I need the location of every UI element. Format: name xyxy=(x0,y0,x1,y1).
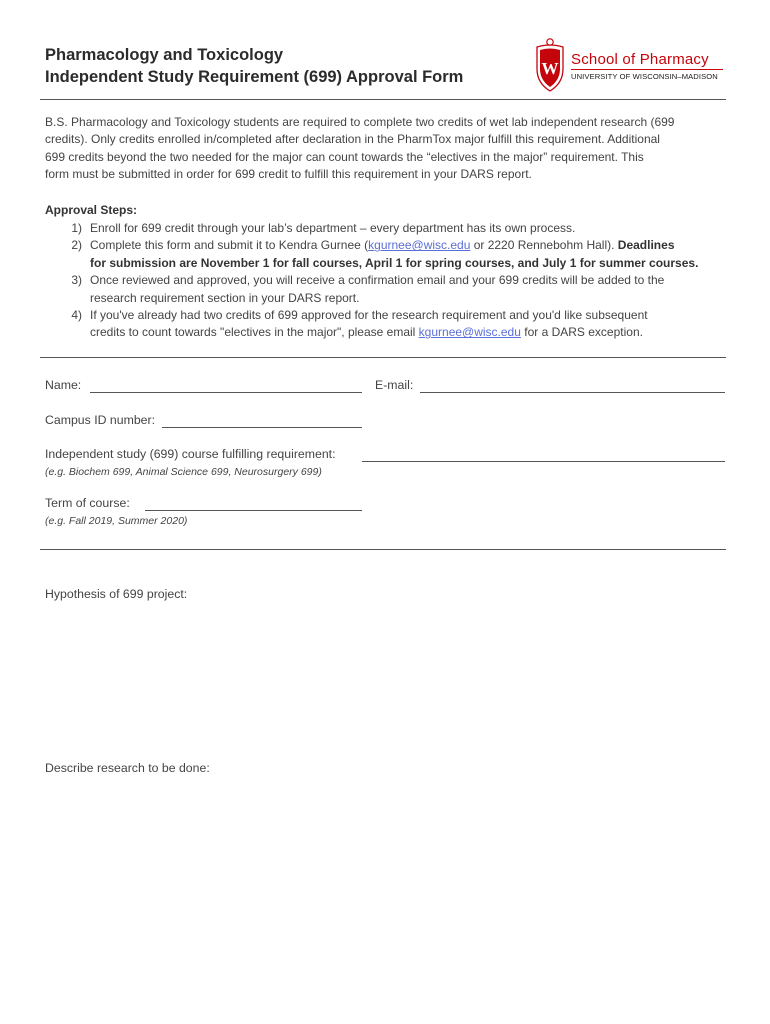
form-divider xyxy=(40,549,726,550)
step-number: 4) xyxy=(71,308,82,323)
approval-steps-list xyxy=(45,220,725,342)
email-label: E-mail: xyxy=(375,378,414,392)
uw-crest-icon xyxy=(533,37,567,95)
header-divider xyxy=(40,99,726,100)
step-1 xyxy=(45,220,725,237)
step-text: for a DARS exception. xyxy=(520,325,643,340)
page-title xyxy=(45,44,463,88)
step-2 xyxy=(45,237,725,272)
email-field[interactable] xyxy=(420,392,725,393)
step-text: Enroll for 699 credit through your lab’s department – every department has its own process. xyxy=(90,221,576,235)
logo-rule xyxy=(571,69,723,70)
deadline-text: for submission are November 1 for fall courses, April 1 for spring courses, and July 1 for summer courses. xyxy=(90,255,699,270)
describe-research-label: Describe research to be done: xyxy=(45,761,210,775)
approval-steps-heading: Approval Steps: xyxy=(45,203,138,217)
name-field[interactable] xyxy=(90,392,362,393)
hypothesis-label: Hypothesis of 699 project: xyxy=(45,587,188,601)
intro-line-4: form must be submitted in order for 699 credit to fulfill this requirement in your DARS report. xyxy=(45,167,532,182)
campus-id-field[interactable] xyxy=(162,427,362,428)
step-number: 3) xyxy=(71,273,82,288)
svg-text:W: W xyxy=(541,59,559,78)
deadline-text: Deadlines xyxy=(617,238,675,253)
step-text: or 2220 Rennebohm Hall). xyxy=(470,238,618,253)
intro-line-1: B.S. Pharmacology and Toxicology students are required to complete two credits of wet lab independent research (699 xyxy=(45,115,675,129)
logo-school-name: School of Pharmacy xyxy=(571,51,709,68)
term-hint: (e.g. Fall 2019, Summer 2020) xyxy=(45,515,188,527)
logo-university-name: UNIVERSITY OF WISCONSIN–MADISON xyxy=(571,72,718,81)
school-logo xyxy=(533,37,733,95)
step-text: Once reviewed and approved, you will receive a confirmation email and your 699 credits will be added to the xyxy=(90,273,665,288)
steps-divider xyxy=(40,357,726,358)
step-3 xyxy=(45,272,725,307)
title-line-1: Pharmacology and Toxicology xyxy=(45,46,284,64)
email-link[interactable]: kgurnee@wisc.edu xyxy=(368,238,471,253)
term-field[interactable] xyxy=(145,510,362,511)
term-label: Term of course: xyxy=(45,496,130,510)
title-line-2: Independent Study Requirement (699) Approval Form xyxy=(45,68,464,86)
campus-id-label: Campus ID number: xyxy=(45,413,156,427)
step-text: If you've already had two credits of 699 approved for the research requirement and you'd like subsequent xyxy=(90,308,648,323)
intro-paragraph xyxy=(45,114,725,184)
step-text: credits to count towards "electives in the major", please email xyxy=(90,325,419,340)
course-hint: (e.g. Biochem 699, Animal Science 699, Neurosurgery 699) xyxy=(45,466,322,478)
step-text: Complete this form and submit it to Kendra Gurnee ( xyxy=(90,238,369,253)
course-label: Independent study (699) course fulfilling requirement: xyxy=(45,447,336,461)
course-field[interactable] xyxy=(362,461,725,462)
step-number: 2) xyxy=(71,238,82,253)
step-text: research requirement section in your DARS report. xyxy=(90,290,360,305)
name-label: Name: xyxy=(45,378,82,392)
step-4 xyxy=(45,307,725,342)
email-link[interactable]: kgurnee@wisc.edu xyxy=(418,325,521,340)
intro-line-3: 699 credits beyond the two needed for the major can count towards the “electives in the major” requirement. This xyxy=(45,149,644,164)
intro-line-2: credits). Only credits enrolled in/completed after declaration in the PharmTox major fulfill this requirement. Additional xyxy=(45,132,660,147)
step-number: 1) xyxy=(71,221,82,235)
